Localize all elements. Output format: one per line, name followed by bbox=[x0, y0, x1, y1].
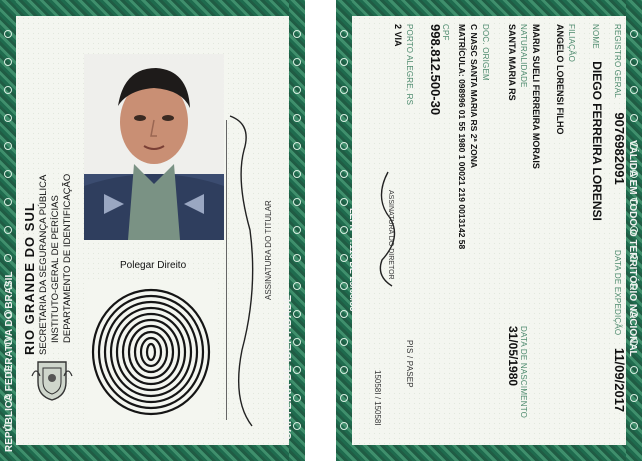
father-name: ANGELO LORENSI FILHO bbox=[555, 24, 565, 135]
thumb-label: Polegar Direito bbox=[120, 260, 187, 271]
border-ornament bbox=[630, 58, 638, 66]
doc-origem-label: DOC. ORIGEM bbox=[481, 24, 490, 81]
nascimento-value: 31/05/1980 bbox=[506, 326, 520, 387]
border-ornament bbox=[293, 170, 301, 178]
border-ornament bbox=[340, 114, 348, 122]
border-ornament bbox=[4, 86, 12, 94]
border-ornament bbox=[630, 30, 638, 38]
registro-label: REGISTRO GERAL bbox=[613, 24, 622, 98]
nome-value: DIEGO FERREIRA LORENSI bbox=[590, 61, 604, 221]
border-ornament bbox=[340, 282, 348, 290]
border-ornament bbox=[293, 254, 301, 262]
border-ornament bbox=[4, 170, 12, 178]
border-ornament bbox=[340, 58, 348, 66]
pis-label: PIS / PASEP bbox=[405, 340, 414, 388]
signature-label: ASSINATURA DO TITULAR bbox=[264, 200, 273, 300]
naturalidade-label: NATURALIDADE bbox=[519, 24, 528, 88]
border-ornament bbox=[4, 282, 12, 290]
border-ornament bbox=[293, 422, 301, 430]
border-ornament bbox=[340, 86, 348, 94]
border-ornament bbox=[4, 114, 12, 122]
border-ornament bbox=[4, 338, 12, 346]
fingerprint-icon bbox=[84, 280, 218, 420]
border-ornament bbox=[4, 198, 12, 206]
border-ornament bbox=[630, 310, 638, 318]
card-title: CARTEIRA DE IDENTIDADE bbox=[282, 294, 294, 440]
border-ornament bbox=[293, 30, 301, 38]
border-ornament bbox=[293, 338, 301, 346]
id-card-front bbox=[0, 0, 305, 461]
border-ornament bbox=[630, 254, 638, 262]
country-title: REPÚBLICA FEDERATIVA DO BRASIL bbox=[4, 271, 15, 452]
instituto-line: INSTITUTO-GERAL DE PERÍCIAS bbox=[50, 195, 61, 343]
departamento-line: DEPARTAMENTO DE IDENTIFICAÇÃO bbox=[62, 173, 73, 343]
law-text: LEI Nº 7.116 DE 29/08/83 bbox=[348, 208, 358, 312]
naturalidade-value: SANTA MARIA RS bbox=[507, 24, 517, 101]
border-ornament bbox=[630, 114, 638, 122]
validity-text: VÁLIDA EM TODO O TERRITÓRIO NACIONAL bbox=[627, 140, 638, 357]
border-ornament bbox=[4, 254, 12, 262]
border-ornament bbox=[340, 422, 348, 430]
border-ornament bbox=[4, 394, 12, 402]
border-ornament bbox=[4, 366, 12, 374]
border-ornament bbox=[340, 366, 348, 374]
holder-photo bbox=[84, 54, 224, 240]
border-ornament bbox=[340, 338, 348, 346]
border-ornament bbox=[340, 30, 348, 38]
secretaria-line: SECRETARIA DA SEGURANÇA PÚBLICA bbox=[38, 174, 49, 355]
coat-of-arms-icon bbox=[30, 356, 74, 402]
border-ornament bbox=[630, 226, 638, 234]
holder-signature bbox=[222, 110, 262, 430]
registro-value: 9076982091 bbox=[612, 112, 627, 185]
border-ornament bbox=[4, 226, 12, 234]
doc-origem-line2: MATRÍCULA: 098996 01 55 1980 1 00021 219 0013142 58 bbox=[457, 24, 467, 250]
nascimento-label: DATA DE NASCIMENTO bbox=[519, 326, 528, 419]
border-ornament bbox=[4, 422, 12, 430]
border-ornament bbox=[293, 282, 301, 290]
state-title: RIO GRANDE DO SUL bbox=[22, 202, 37, 355]
border-ornament bbox=[340, 310, 348, 318]
border-ornament bbox=[340, 254, 348, 262]
border-ornament bbox=[4, 30, 12, 38]
filiacao-label: FILIAÇÃO bbox=[567, 24, 576, 63]
border-ornament bbox=[630, 142, 638, 150]
border-ornament bbox=[630, 366, 638, 374]
director-label: ASSINATURA DO DIRETOR bbox=[387, 190, 394, 280]
border-ornament bbox=[340, 170, 348, 178]
border-ornament bbox=[340, 142, 348, 150]
cpf-label: CPF bbox=[441, 24, 450, 41]
border-ornament bbox=[293, 86, 301, 94]
nome-label: NOME bbox=[591, 24, 600, 49]
border-ornament bbox=[630, 86, 638, 94]
border-ornament bbox=[340, 394, 348, 402]
border-ornament bbox=[293, 58, 301, 66]
border-ornament bbox=[4, 310, 12, 318]
border-ornament bbox=[293, 198, 301, 206]
serial-number: 15058I / 15058I bbox=[373, 370, 382, 426]
border-ornament bbox=[4, 58, 12, 66]
border-ornament bbox=[4, 142, 12, 150]
via-value: 2 VIA bbox=[393, 24, 403, 47]
border-ornament bbox=[293, 114, 301, 122]
border-ornament bbox=[293, 310, 301, 318]
border-ornament bbox=[630, 422, 638, 430]
cpf-value: 998.812.500-30 bbox=[428, 24, 443, 116]
border-ornament bbox=[293, 226, 301, 234]
local-label: PORTO ALEGRE, RS bbox=[405, 24, 414, 106]
border-ornament bbox=[630, 282, 638, 290]
border-ornament bbox=[630, 338, 638, 346]
doc-origem-line1: C NASC SANTA MARIA RS 2ª ZONA bbox=[469, 24, 479, 169]
border-ornament bbox=[340, 226, 348, 234]
border-ornament bbox=[630, 170, 638, 178]
border-ornament bbox=[630, 198, 638, 206]
border-ornament bbox=[293, 142, 301, 150]
expedicao-label: DATA DE EXPEDIÇÃO bbox=[613, 250, 622, 336]
mother-name: MARIA SUELI FERREIRA MORAIS bbox=[531, 24, 541, 169]
expedicao-value: 11/09/2017 bbox=[612, 347, 627, 413]
border-ornament bbox=[293, 366, 301, 374]
border-ornament bbox=[340, 198, 348, 206]
border-ornament bbox=[293, 394, 301, 402]
id-card-back bbox=[336, 0, 642, 461]
border-ornament bbox=[630, 394, 638, 402]
